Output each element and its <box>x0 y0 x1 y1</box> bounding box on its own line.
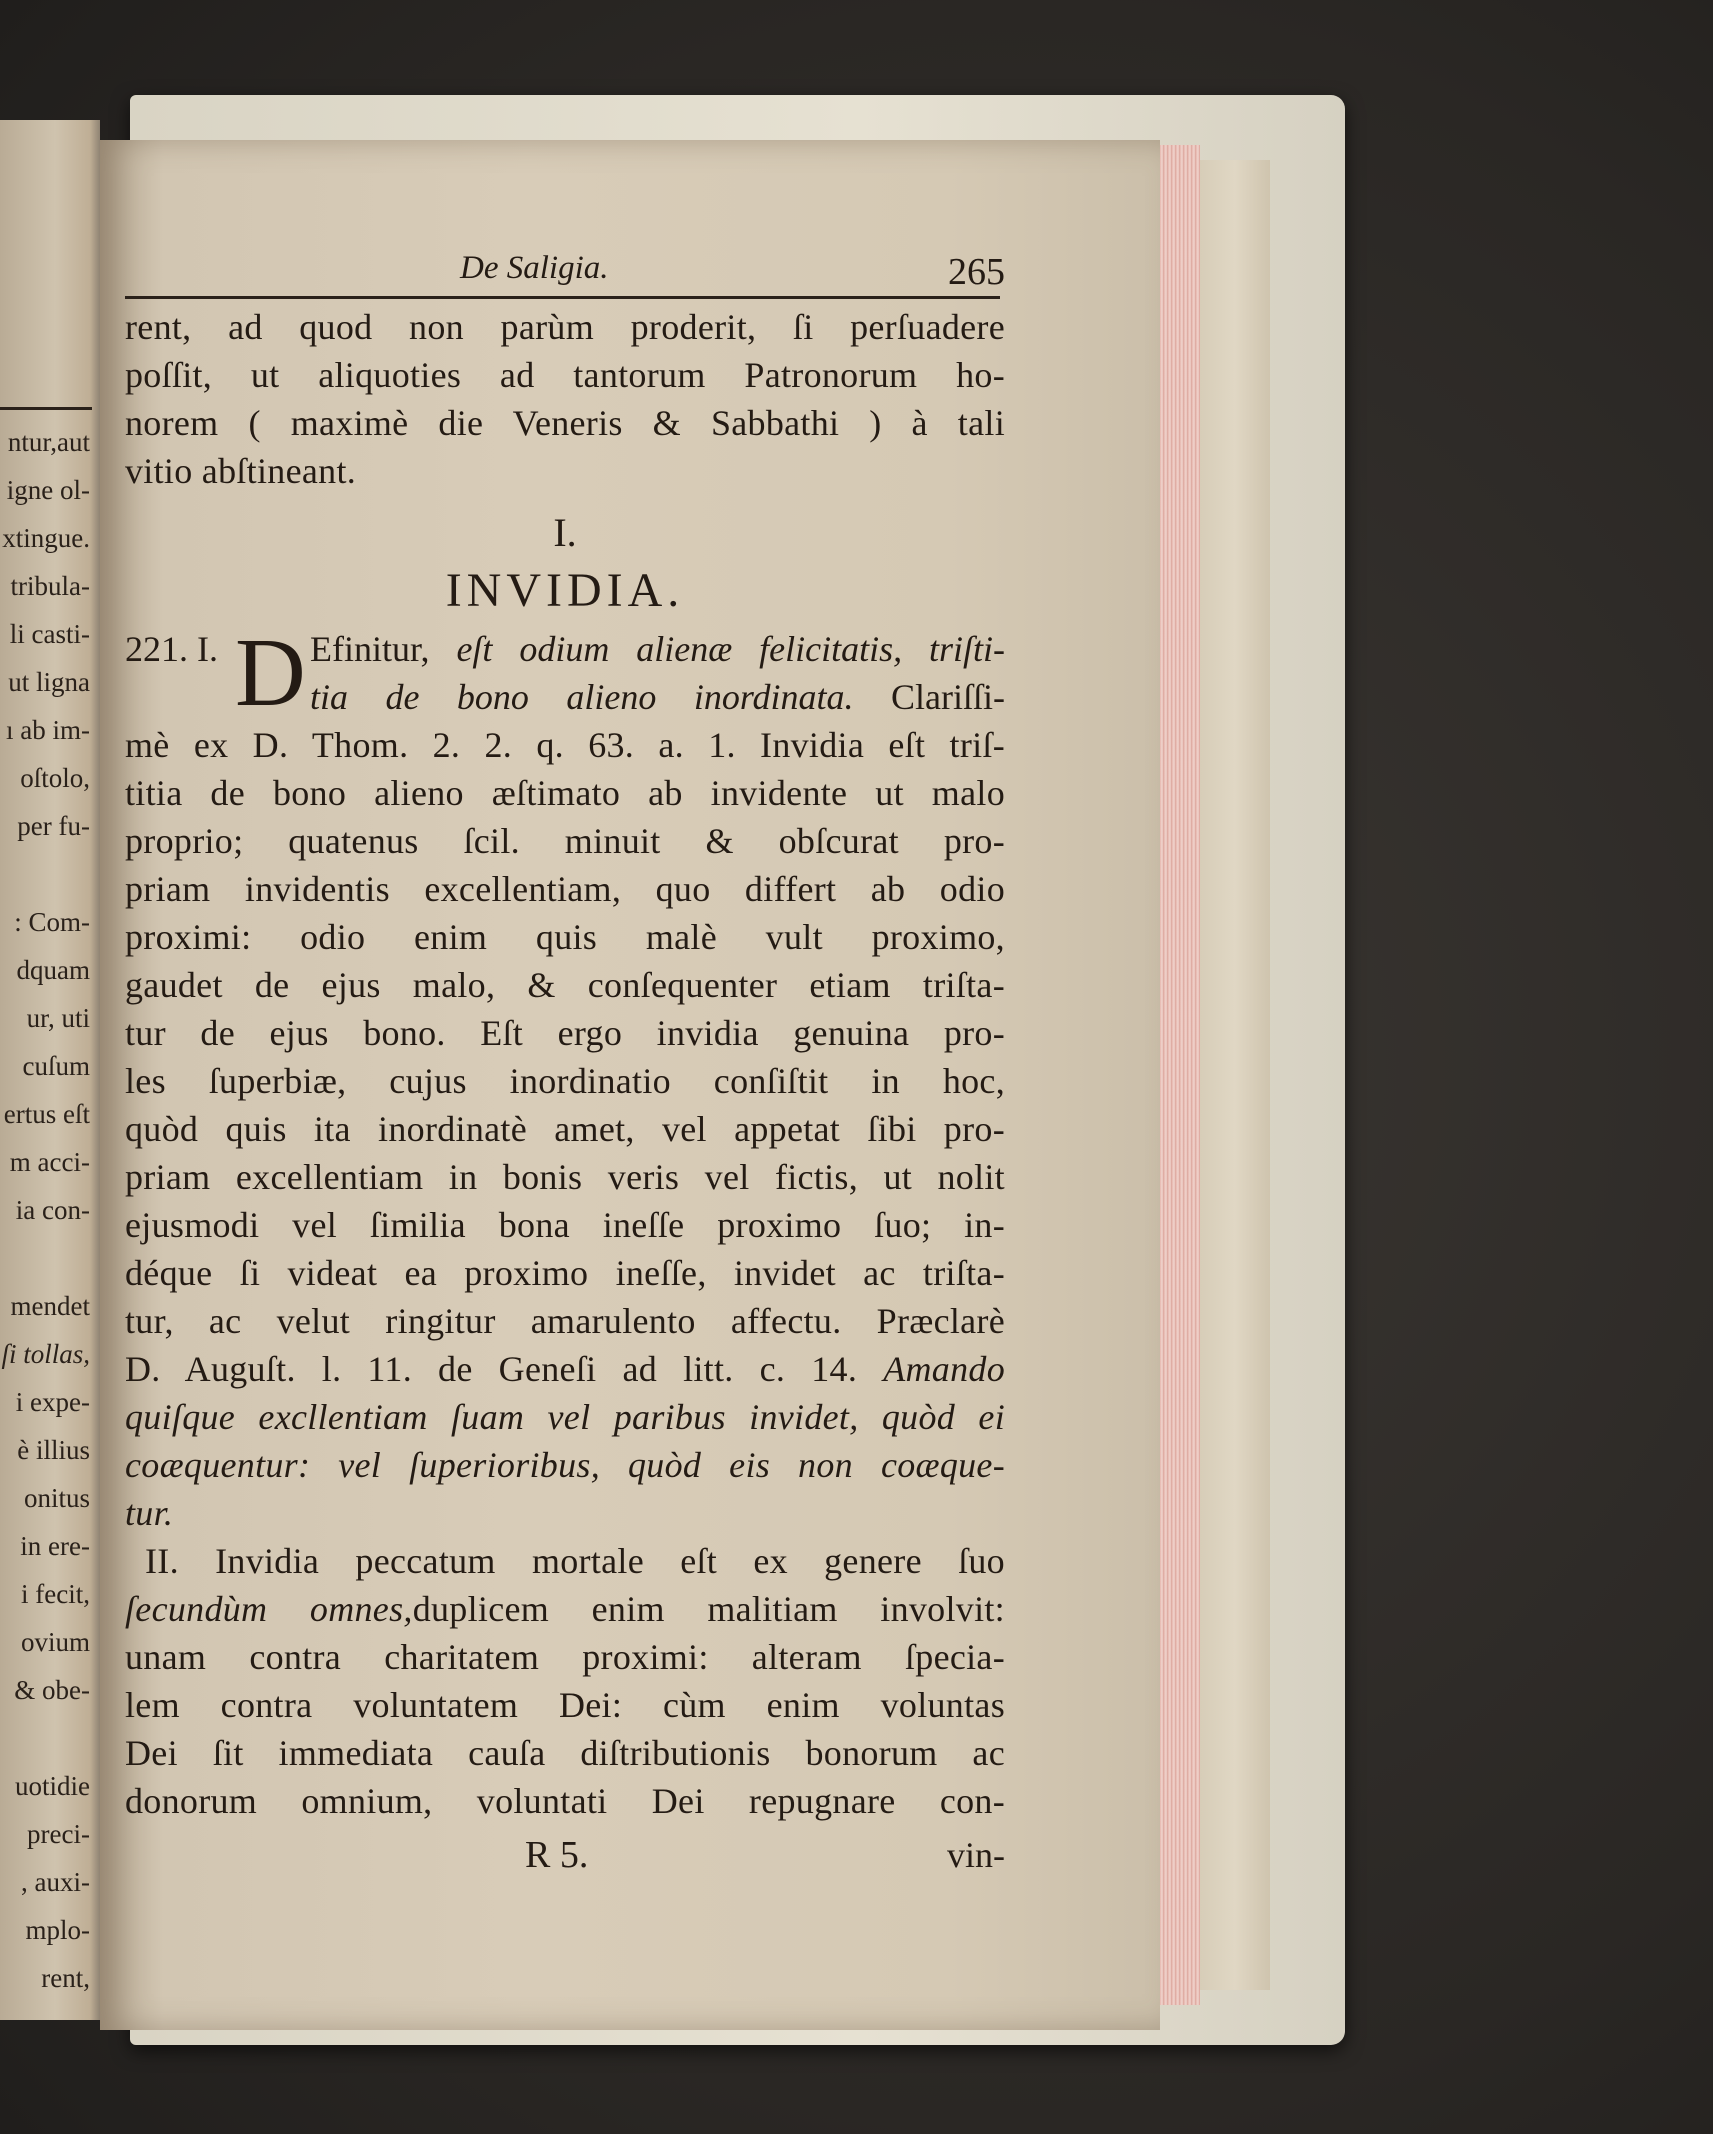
previous-page-line: rent, <box>41 1963 90 1993</box>
page-footer <box>125 1829 1005 1881</box>
text-line: donorum omnium, voluntati Dei repugnare con- <box>125 1781 1005 1821</box>
text-line: Dei ſit immediata cauſa diſtributionis bonorum ac <box>125 1733 1005 1773</box>
previous-page-line: mendet <box>10 1291 90 1321</box>
previous-page-line: i expe- <box>15 1387 90 1417</box>
text-line: titia de bono alieno æſtimato ab invidente ut malo <box>125 773 1005 813</box>
red-page-edges <box>1160 145 1200 2005</box>
text-line <box>310 673 1005 721</box>
page-number: 265 <box>948 251 1005 293</box>
text-line: déque ſi videat ea proximo ineſſe, invidet ac triſta- <box>125 1253 1005 1293</box>
text-run: duplicem enim malitiam involvit: <box>412 1589 1005 1629</box>
previous-page-line: ntur,aut <box>7 427 90 457</box>
previous-page-line: uotidie <box>15 1771 90 1801</box>
previous-page-line: ſi tollas, <box>1 1339 90 1369</box>
text-line: poſſit, ut aliquoties ad tantorum Patronorum ho- <box>125 355 1005 395</box>
italic-text-run: Amando <box>883 1349 1005 1389</box>
text-run: D. Auguſt. l. 11. de Geneſi ad litt. c. 14. <box>125 1349 884 1389</box>
text-line: proximi: odio enim quis malè vult proximo, <box>125 917 1005 957</box>
paragraph-number: 221. I. <box>125 629 218 669</box>
text-line: tur, ac velut ringitur amarulento affectu. Præclarè <box>125 1301 1005 1341</box>
running-title: De Saligia. <box>460 250 609 286</box>
header-rule <box>125 296 1000 299</box>
catchword: vin- <box>947 1835 1005 1875</box>
section-title: INVIDIA. <box>445 564 685 617</box>
text-line: priam invidentis excellentiam, quo differt ab odio <box>125 869 1005 909</box>
paragraph-opening <box>125 619 1006 727</box>
previous-page-line: tribula- <box>10 571 90 601</box>
previous-page-line: ut ligna <box>8 667 90 697</box>
previous-page-line: li casti- <box>9 619 90 649</box>
previous-page-line: ur, uti <box>26 1003 90 1033</box>
previous-page-line: xtingue. <box>2 523 90 553</box>
text-line <box>125 1345 1005 1393</box>
running-head <box>125 250 1005 293</box>
text-line: priam excellentiam in bonis veris vel fictis, ut nolit <box>125 1157 1005 1197</box>
section-number: I. <box>553 510 577 555</box>
text-line: unam contra charitatem proximi: alteram ſpecia- <box>125 1637 1005 1677</box>
text-line: lem contra voluntatem Dei: cùm enim voluntas <box>125 1685 1005 1725</box>
previous-page-line: dquam <box>16 955 90 985</box>
text-run: Clariſſi- <box>853 677 1005 717</box>
text-line: proprio; quatenus ſcil. minuit & obſcurat pro- <box>125 821 1005 861</box>
previous-page-line: igne ol- <box>6 475 90 505</box>
previous-page-rule <box>0 407 92 410</box>
text-line: II. Invidia peccatum mortale eſt ex genere ſuo <box>145 1541 1005 1581</box>
previous-page-line: cuſum <box>22 1051 90 1081</box>
quote-line: tur. <box>125 1493 174 1533</box>
italic-text-run: tia de bono alieno inordinata. <box>310 677 854 717</box>
previous-page-line: i fecit, <box>21 1579 90 1609</box>
text-line <box>125 1585 1005 1633</box>
previous-page-line: onitus <box>23 1483 90 1513</box>
previous-page <box>0 120 100 2020</box>
previous-page-line: , auxi- <box>21 1867 90 1897</box>
quote-line: coæquentur: vel ſuperioribus, quòd eis non coæque- <box>125 1445 1005 1485</box>
text-line: ejusmodi vel ſimilia bona ineſſe proximo ſuo; in- <box>125 1205 1005 1245</box>
quote-line: quiſque excllentiam ſuam vel paribus invidet, quòd ei <box>125 1397 1005 1437</box>
previous-page-line: & obe- <box>14 1675 90 1705</box>
text-line: gaudet de ejus malo, & conſequenter etiam triſta- <box>125 965 1005 1005</box>
previous-page-line: ia con- <box>15 1195 90 1225</box>
previous-page-text <box>0 418 90 2002</box>
text-line: les ſuperbiæ, cujus inordinatio conſiſtit in hoc, <box>125 1061 1005 1101</box>
previous-page-line: è illius <box>17 1435 90 1465</box>
text-line: norem ( maximè die Veneris & Sabbathi ) à tali <box>125 403 1005 443</box>
previous-page-line: ertus eſt <box>3 1099 90 1129</box>
text-line <box>310 625 1005 673</box>
drop-capital: D <box>235 619 306 727</box>
previous-page-line: ovium <box>20 1627 90 1657</box>
signature-mark: R 5. <box>525 1834 589 1876</box>
italic-text-run: eſt odium alienæ felicitatis, triſti- <box>456 629 1006 669</box>
previous-page-line: preci- <box>27 1819 90 1849</box>
previous-page-line: oſtolo, <box>20 763 90 793</box>
text-line: rent, ad quod non parùm proderit, ſi perſuadere <box>125 307 1005 347</box>
text-line: quòd quis ita inordinatè amet, vel appetat ſibi pro- <box>125 1109 1005 1149</box>
text-line: mè ex D. Thom. 2. 2. q. 63. a. 1. Invidia eſt triſ- <box>125 725 1005 765</box>
text-line: vitio abſtineant. <box>125 451 357 491</box>
previous-page-line: ı ab im- <box>6 715 90 745</box>
text-run: Efinitur, <box>310 629 457 669</box>
page-block <box>1200 160 1270 1990</box>
previous-page-line: : Com- <box>14 907 90 937</box>
text-line: tur de ejus bono. Eſt ergo invidia genuina pro- <box>125 1013 1005 1053</box>
previous-page-line: in ere- <box>20 1531 90 1561</box>
page-text <box>125 250 1005 1881</box>
previous-page-line: mplo- <box>25 1915 90 1945</box>
previous-page-line: per fu- <box>17 811 90 841</box>
italic-text-run: ſecundùm omnes, <box>125 1589 413 1629</box>
previous-page-line: m acci- <box>9 1147 90 1177</box>
